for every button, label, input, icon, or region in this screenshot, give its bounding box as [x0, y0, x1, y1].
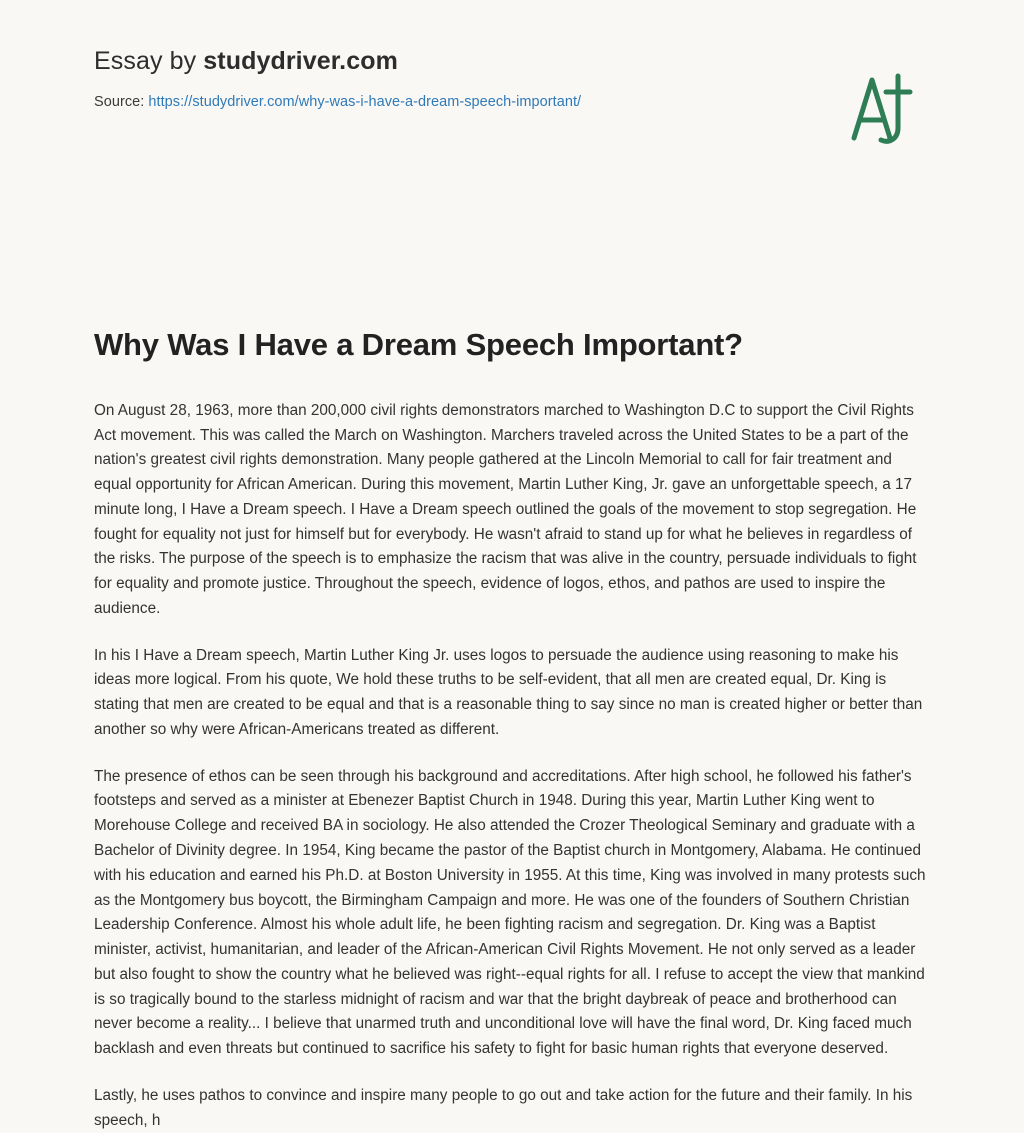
body-paragraph: The presence of ethos can be seen through his background and accreditations. After high school, he followed his father's footsteps and served as a minister at Ebenezer Baptist Church in 1948. During this year, Martin Luther King went to Morehouse College and received BA in sociology. He also attended the Crozer Theological Seminary and graduate with a Bachelor of Divinity degree. In 1954, King became the pastor of the Baptist church in Montgomery, Alabama. He continued with his education and earned his Ph.D. at Boston University in 1955. At this time, King was involved in many protests such as the Montgomery bus boycott, the Birmingham Campaign and more. He was one of the founders of Southern Christian Leadership Conference. Almost his whole adult life, he been fighting racism and segregation. Dr. King was a Baptist minister, activist, humanitarian, and leader of the African-American Civil Rights Movement. He not only served as a leader but also fought to show the country what he believed was right--equal rights for all. I refuse to accept the view that mankind is so tragically bound to the starless midnight of racism and war that the bright daybreak of peace and brotherhood can never become a reality... I believe that unarmed truth and unconditional love will have the final word, Dr. King faced much backlash and even threats but continued to sacrifice his safety to fight for basic human rights that everyone deserved.	[94, 767, 926, 1058]
source-url-link[interactable]: https://studydriver.com/why-was-i-have-a-dream-speech-important/	[148, 94, 582, 110]
body-paragraph: In his I Have a Dream speech, Martin Luther King Jr. uses logos to persuade the audience using reasoning to make his ideas more logical. From his quote, We hold these truths to be self-evident, that all men are created equal, Dr. King is stating that men are created to be equal and that is a reasonable thing to say since no man is created higher or better than another so why were African-Americans treated as different.	[94, 646, 923, 738]
document-masthead	[94, 46, 930, 166]
source-line	[94, 94, 930, 110]
essay-by-prefix: Essay by	[94, 47, 204, 75]
essay-byline	[94, 46, 930, 76]
body-paragraph: Lastly, he uses pathos to convince and inspire many people to go out and take action for the future and their family. In his speech, h	[94, 1086, 913, 1129]
body-paragraph: On August 28, 1963, more than 200,000 civil rights demonstrators marched to Washington D.C to support the Civil Rights Act movement. This was called the March on Washington. Marchers traveled across the United States to be a part of the nation's greatest civil rights demonstration. Many people gathered at the Lincoln Memorial to call for fair treatment and equal opportunity for African American. During this movement, Martin Luther King, Jr. gave an unforgettable speech, a 17 minute long, I Have a Dream speech. I Have a Dream speech outlined the goals of the movement to stop segregation. He fought for equality not just for himself but for everybody. He wasn't afraid to stand up for what he believes in regardless of the risks. The purpose of the speech is to emphasize the racism that was alive in the country, persuade individuals to fight for equality and promote justice. Throughout the speech, evidence of logos, ethos, and pathos are used to inspire the audience.	[94, 401, 917, 617]
source-label: Source:	[94, 94, 149, 110]
studydriver-logo-icon	[810, 62, 930, 158]
page-title: Why Was I Have a Dream Speech Important?	[94, 327, 743, 362]
brand-name: studydriver.com	[203, 47, 398, 75]
document-body	[94, 399, 930, 1133]
